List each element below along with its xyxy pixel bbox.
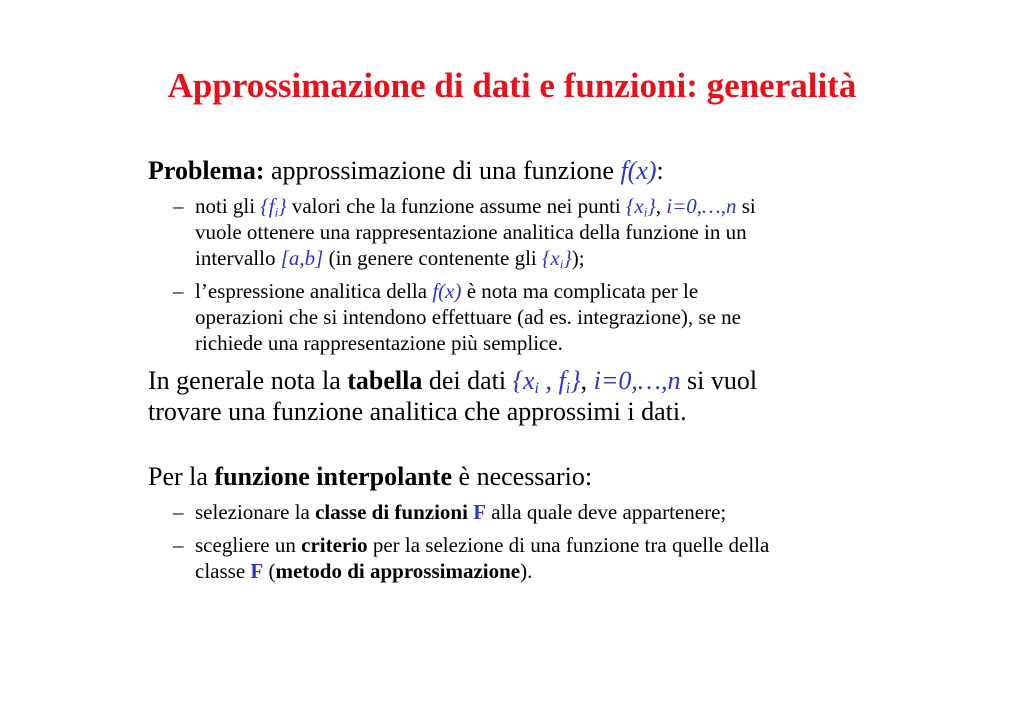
bullet-4-line-2: classe F (metodo di approssimazione).	[195, 559, 533, 583]
problem-label: Problema:	[148, 156, 265, 185]
slide-title: Approssimazione di dati e funzioni: generalità	[167, 66, 857, 105]
xi-set: $\{x_i\}$	[626, 194, 656, 220]
interp-bold: funzione interpolante	[214, 462, 453, 491]
interp-line: Per la funzione interpolante è necessario:	[148, 462, 593, 491]
general-line-1: In generale nota la tabella dei dati {$x_i$ , $f_i$}, i=0,…,n si vuol	[148, 366, 758, 398]
fi-set: $\{f_i\}$	[260, 194, 287, 220]
class-F-2: F	[250, 559, 264, 583]
index-range-2: i=0,…,n	[593, 366, 681, 395]
bullet-2-line-3: richiede una rappresentazione più semplice.	[195, 331, 563, 355]
bullet-2-line-1: – l’espressione analitica della f(x) è nota ma complicata per le	[173, 279, 699, 303]
bullet-3-line-1: – selezionare la classe di funzioni F alla quale deve appartenere;	[173, 500, 727, 524]
table-word: tabella	[347, 366, 423, 395]
bullet-1-line-1: – noti gli $\{f_i\}$ valori che la funzione assume nei punti $\{x_i\}$, i=0,…,n si	[173, 194, 756, 220]
bullet-4-line-1: – scegliere un criterio per la selezione di una funzione tra quelle della	[173, 533, 770, 557]
bullet-1-line-3: intervallo [a,b] (in genere contenente gli $\{x_i\}$);	[195, 246, 585, 272]
index-range: i=0,…,n	[666, 194, 737, 218]
bullet-2-line-2: operazioni che si intendono effettuare (ad es. integrazione), se ne	[195, 305, 741, 329]
bullet-1-line-2: vuole ottenere una rappresentazione analitica della funzione in un	[195, 220, 747, 244]
general-line-2: trovare una funzione analitica che approssimi i dati.	[148, 397, 687, 426]
xi-set-2: $\{x_i\}$	[542, 246, 572, 272]
class-F: F	[473, 500, 487, 524]
problem-line: Problema: approssimazione di una funzione f(x):	[148, 156, 664, 185]
fx-symbol-2: f(x)	[432, 279, 462, 303]
data-set: {$x_i$ , $f_i$}	[512, 366, 581, 398]
interval-symbol: [a,b]	[280, 246, 324, 270]
fx-symbol: f(x)	[620, 156, 657, 185]
